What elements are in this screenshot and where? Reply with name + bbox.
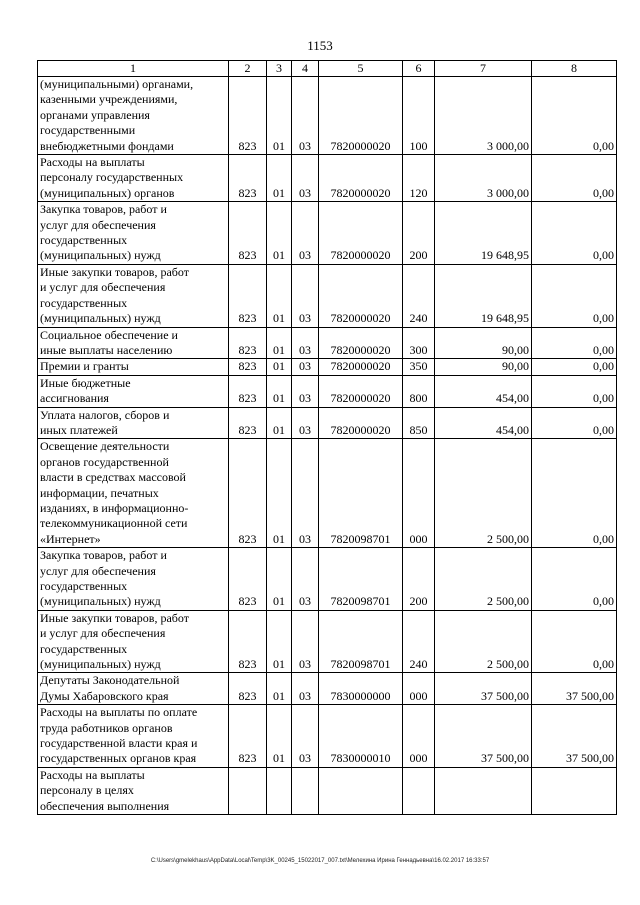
amount-total	[435, 767, 532, 814]
table-row	[38, 705, 617, 768]
column-header: 2	[229, 61, 267, 77]
expense-type: 000	[403, 673, 435, 705]
column-header: 6	[403, 61, 435, 77]
section-code: 01	[267, 359, 292, 375]
table-row	[38, 327, 617, 359]
header-row	[38, 61, 617, 77]
admin-code: 823	[229, 548, 267, 611]
row-name-line: казенными учреждениями,	[40, 92, 178, 107]
target-article: 7830000000	[319, 673, 403, 705]
section-code: 01	[267, 673, 292, 705]
target-article: 7820000020	[319, 202, 403, 265]
row-name-line: Уплата налогов, сборов и	[40, 407, 170, 422]
amount-subvention: 0,00	[532, 77, 617, 155]
section-code: 01	[267, 202, 292, 265]
row-name-line: Расходы на выплаты	[40, 767, 145, 782]
expense-type: 300	[403, 327, 435, 359]
row-name-line: (муниципальных) нужд	[40, 311, 161, 326]
row-name-line: органов государственной	[40, 454, 169, 469]
amount-total: 3 000,00	[435, 77, 532, 155]
subsection-code: 03	[292, 548, 319, 611]
amount-total: 454,00	[435, 375, 532, 407]
admin-code: 823	[229, 327, 267, 359]
row-name-line: (муниципальных) нужд	[40, 248, 161, 263]
row-name-line: Закупка товаров, работ и	[40, 202, 167, 217]
row-name	[38, 407, 229, 439]
amount-total: 454,00	[435, 407, 532, 439]
table-body	[38, 77, 617, 815]
admin-code: 823	[229, 610, 267, 673]
target-article: 7820000020	[319, 359, 403, 375]
row-name-line: власти в средствах массовой	[40, 470, 186, 485]
amount-total: 37 500,00	[435, 673, 532, 705]
target-article: 7820000020	[319, 327, 403, 359]
expense-type: 200	[403, 202, 435, 265]
target-article: 7820000020	[319, 264, 403, 327]
row-name	[38, 202, 229, 265]
amount-subvention: 0,00	[532, 610, 617, 673]
expense-type: 000	[403, 705, 435, 768]
section-code: 01	[267, 548, 292, 611]
expense-type	[403, 767, 435, 814]
section-code: 01	[267, 439, 292, 548]
row-name	[38, 610, 229, 673]
row-name-line: государственных	[40, 579, 128, 593]
row-name-line: телекоммуникационной сети	[40, 516, 188, 531]
target-article	[319, 767, 403, 814]
page-number: 1153	[307, 38, 333, 53]
row-name	[38, 548, 229, 611]
table-row	[38, 264, 617, 327]
row-name-line: изданиях, в информационно-	[40, 500, 189, 515]
row-name-line: Иные закупки товаров, работ	[40, 610, 189, 625]
row-name	[38, 359, 229, 375]
subsection-code: 03	[292, 673, 319, 705]
amount-subvention: 0,00	[532, 359, 617, 375]
column-header: 3	[267, 61, 292, 77]
target-article: 7820000020	[319, 375, 403, 407]
amount-total: 2 500,00	[435, 610, 532, 673]
amount-total: 2 500,00	[435, 548, 532, 611]
amount-subvention: 37 500,00	[532, 673, 617, 705]
amount-subvention: 37 500,00	[532, 705, 617, 768]
footer-path: C:\Users\gmelekhaus\AppData\Local\Temp\3K_00245_15022017_007.txt\Мелехина Ирина Геннадьевна\16.02.2017 16:33:57	[150, 858, 490, 864]
subsection-code: 03	[292, 610, 319, 673]
amount-subvention: 0,00	[532, 407, 617, 439]
table-row	[38, 548, 617, 611]
section-code: 01	[267, 375, 292, 407]
expense-type: 240	[403, 610, 435, 673]
expense-type: 200	[403, 548, 435, 611]
section-code: 01	[267, 407, 292, 439]
row-name	[38, 264, 229, 327]
row-name-line: Депутаты Законодательной	[40, 673, 180, 688]
table-row	[38, 610, 617, 673]
expense-type: 800	[403, 375, 435, 407]
table-row	[38, 375, 617, 407]
amount-total: 37 500,00	[435, 705, 532, 768]
amount-total: 3 000,00	[435, 155, 532, 202]
admin-code: 823	[229, 375, 267, 407]
row-name-line: ассигнования	[40, 391, 109, 406]
table-row	[38, 202, 617, 265]
expense-type: 100	[403, 77, 435, 155]
section-code: 01	[267, 610, 292, 673]
amount-subvention: 0,00	[532, 202, 617, 265]
row-name-line: государственных органов края	[40, 751, 197, 766]
admin-code: 823	[229, 407, 267, 439]
row-name-line: труда работников органов	[40, 720, 173, 735]
row-name	[38, 327, 229, 359]
amount-total: 19 648,95	[435, 264, 532, 327]
row-name-line: (муниципальных) нужд	[40, 657, 161, 672]
column-header: 4	[292, 61, 319, 77]
amount-subvention: 0,00	[532, 155, 617, 202]
subsection-code: 03	[292, 359, 319, 375]
row-name	[38, 705, 229, 768]
row-name-line: Социальное обеспечение и	[40, 327, 178, 342]
row-name-line: государственных	[40, 295, 128, 310]
target-article: 7830000010	[319, 705, 403, 768]
row-name-line: (муниципальными) органами,	[40, 77, 194, 91]
admin-code: 823	[229, 264, 267, 327]
row-name	[38, 439, 229, 548]
row-name-line: государственных	[40, 641, 128, 656]
column-header: 5	[319, 61, 403, 77]
row-name-line: и услуг для обеспечения	[40, 626, 166, 641]
table-row	[38, 155, 617, 202]
subsection-code: 03	[292, 202, 319, 265]
row-name-line: и услуг для обеспечения	[40, 280, 166, 295]
row-name	[38, 673, 229, 705]
subsection-code	[292, 767, 319, 814]
admin-code: 823	[229, 77, 267, 155]
admin-code: 823	[229, 705, 267, 768]
section-code	[267, 767, 292, 814]
target-article: 7820000020	[319, 407, 403, 439]
expense-type: 240	[403, 264, 435, 327]
row-name-line: (муниципальных) нужд	[40, 594, 161, 609]
subsection-code: 03	[292, 264, 319, 327]
amount-total: 90,00	[435, 359, 532, 375]
row-name-line: Премии и гранты	[40, 359, 129, 374]
amount-subvention: 0,00	[532, 264, 617, 327]
table-row	[38, 439, 617, 548]
section-code: 01	[267, 77, 292, 155]
expense-type: 120	[403, 155, 435, 202]
subsection-code: 03	[292, 155, 319, 202]
section-code: 01	[267, 327, 292, 359]
row-name-line: Закупка товаров, работ и	[40, 548, 167, 563]
row-name-line: иные выплаты населению	[40, 342, 173, 357]
amount-subvention: 0,00	[532, 375, 617, 407]
budget-table	[37, 60, 617, 815]
row-name-line: Иные бюджетные	[40, 375, 131, 390]
row-name-line: персоналу государственных	[40, 170, 184, 185]
admin-code: 823	[229, 155, 267, 202]
amount-subvention: 0,00	[532, 548, 617, 611]
row-name-line: услуг для обеспечения	[40, 563, 156, 578]
row-name-line: внебюджетными фондами	[40, 138, 174, 153]
row-name-line: Освещение деятельности	[40, 439, 170, 454]
row-name-line: Расходы на выплаты	[40, 155, 145, 170]
column-header: 7	[435, 61, 532, 77]
row-name-line: Думы Хабаровского края	[40, 688, 169, 703]
row-name-line: (муниципальных) органов	[40, 185, 175, 200]
table-row	[38, 673, 617, 705]
admin-code: 823	[229, 439, 267, 548]
amount-subvention: 0,00	[532, 439, 617, 548]
subsection-code: 03	[292, 439, 319, 548]
subsection-code: 03	[292, 327, 319, 359]
subsection-code: 03	[292, 77, 319, 155]
target-article: 7820000020	[319, 155, 403, 202]
table-row	[38, 77, 617, 155]
target-article: 7820098701	[319, 548, 403, 611]
subsection-code: 03	[292, 407, 319, 439]
row-name-line: информации, печатных	[40, 485, 159, 500]
section-code: 01	[267, 705, 292, 768]
column-header: 1	[38, 61, 229, 77]
amount-total: 90,00	[435, 327, 532, 359]
row-name	[38, 155, 229, 202]
table-row	[38, 407, 617, 439]
row-name	[38, 375, 229, 407]
row-name-line: «Интернет»	[40, 531, 101, 546]
expense-type: 000	[403, 439, 435, 548]
admin-code	[229, 767, 267, 814]
section-code: 01	[267, 264, 292, 327]
target-article: 7820098701	[319, 439, 403, 548]
section-code: 01	[267, 155, 292, 202]
column-header: 8	[532, 61, 617, 77]
amount-total: 19 648,95	[435, 202, 532, 265]
table-row	[38, 359, 617, 375]
row-name-line: Иные закупки товаров, работ	[40, 264, 189, 279]
row-name-line: персоналу в целях	[40, 783, 134, 798]
row-name-line: государственной власти края и	[40, 736, 198, 751]
subsection-code: 03	[292, 705, 319, 768]
row-name-line: органами управления	[40, 107, 150, 122]
row-name-line: иных платежей	[40, 422, 118, 437]
admin-code: 823	[229, 673, 267, 705]
target-article: 7820098701	[319, 610, 403, 673]
table-row	[38, 767, 617, 814]
expense-type: 350	[403, 359, 435, 375]
row-name	[38, 77, 229, 155]
subsection-code: 03	[292, 375, 319, 407]
target-article: 7820000020	[319, 77, 403, 155]
row-name-line: Расходы на выплаты по оплате	[40, 705, 198, 720]
row-name-line: государственных	[40, 233, 128, 248]
admin-code: 823	[229, 359, 267, 375]
amount-subvention	[532, 767, 617, 814]
amount-subvention: 0,00	[532, 327, 617, 359]
admin-code: 823	[229, 202, 267, 265]
row-name	[38, 767, 229, 814]
row-name-line: услуг для обеспечения	[40, 217, 156, 232]
row-name-line: государственными	[40, 123, 136, 138]
amount-total: 2 500,00	[435, 439, 532, 548]
expense-type: 850	[403, 407, 435, 439]
row-name-line: обеспечения выполнения	[40, 798, 170, 813]
